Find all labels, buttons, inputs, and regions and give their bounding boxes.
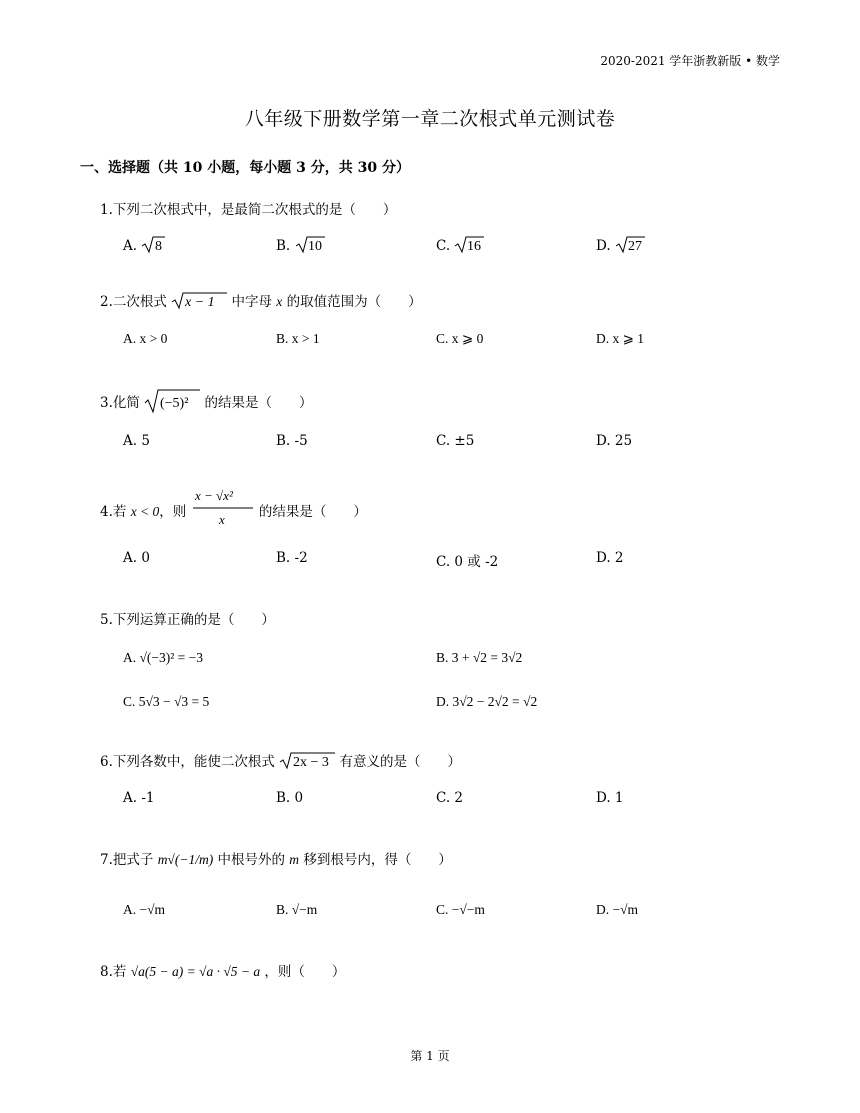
option-d: D. x ⩾ 1 (596, 331, 645, 346)
sqrt-expression (171, 290, 227, 312)
svg-text:x − √x²: x − √x² (194, 488, 233, 503)
option-a: A. −√m (123, 902, 166, 917)
option-c: C. 5√3 − √3 = 5 (123, 694, 210, 709)
option-d: D. 27 (596, 235, 645, 255)
question-5: 5.下列运算正确的是（ ） (100, 612, 275, 628)
svg-text:x − 1: x − 1 (185, 295, 215, 310)
option-d: D. 3√2 − 2√2 = √2 (436, 694, 538, 709)
option-b: B. 0 (276, 790, 304, 806)
option-c: C. ±5 (436, 433, 475, 449)
question-6: 6.下列各数中，能使二次根式 2x − 3 有意义的是（ ） (100, 750, 461, 772)
option-a: A. -1 (123, 790, 155, 806)
section-heading: 一、选择题（共 10 小题，每小题 3 分，共 30 分） (80, 160, 410, 176)
svg-text:10: 10 (307, 239, 322, 254)
option-b: B. x > 1 (276, 331, 320, 346)
fraction-expression (191, 486, 255, 530)
sqrt-expression (144, 387, 200, 415)
svg-text:2x − 3: 2x − 3 (293, 755, 330, 770)
question-7: 7.把式子 m√(−1/m) 中根号外的 m 移到根号内，得（ ） (100, 852, 452, 868)
question-4: 4.若 x < 0，则 x − √x² x 的结果是（ ） (100, 486, 367, 530)
option-a: A. 5 (123, 433, 150, 449)
sqrt-expression (295, 235, 325, 255)
option-c: C. 2 (436, 790, 464, 806)
option-a: A. 8 (123, 235, 165, 255)
option-b: B. 3 + √2 = 3√2 (436, 650, 523, 665)
page-number: 第 1 页 (410, 1049, 450, 1063)
option-b: B. √−m (276, 902, 318, 917)
option-c: C. 0 或 -2 (436, 554, 499, 570)
sqrt-expression (615, 235, 645, 255)
option-a: A. 0 (123, 550, 150, 566)
question-1 (100, 198, 396, 218)
option-a: A. √(−3)² = −3 (123, 650, 204, 665)
option-a: A. x > 0 (123, 331, 168, 346)
option-c: C. x ⩾ 0 (436, 331, 484, 346)
sqrt-expression (279, 750, 335, 772)
svg-text:x: x (218, 512, 225, 527)
option-d: D. 25 (596, 433, 633, 449)
option-c: C. −√−m (436, 902, 485, 917)
question-number: 1. (100, 202, 113, 218)
option-b: B. 10 (276, 235, 325, 255)
option-b: B. -2 (276, 550, 308, 566)
question-3: 3.化简 (−5)² 的结果是（ ） (100, 387, 312, 415)
question-8: 8.若 √a(5 − a) = √a · √5 − a ，则（ ） (100, 964, 346, 980)
question-stem: 下列二次根式中，是最简二次根式的是（ ） (112, 202, 397, 218)
option-d: D. 2 (596, 550, 624, 566)
option-d: D. −√m (596, 902, 639, 917)
page-title: 八年级下册数学第一章二次根式单元测试卷 (244, 108, 616, 130)
svg-text:16: 16 (467, 239, 482, 254)
svg-text:(−5)²: (−5)² (160, 396, 189, 411)
option-b: B. -5 (276, 433, 308, 449)
option-d: D. 1 (596, 790, 624, 806)
page-header: 2020-2021 学年浙教新版 • 数学 (600, 54, 780, 68)
svg-text:27: 27 (627, 239, 642, 254)
option-c: C. 16 (436, 235, 484, 255)
sqrt-expression (454, 235, 484, 255)
question-2: 2.二次根式 x − 1 中字母 x 的取值范围为（ ） (100, 290, 422, 312)
svg-text:8: 8 (155, 239, 163, 254)
sqrt-expression (141, 235, 165, 255)
